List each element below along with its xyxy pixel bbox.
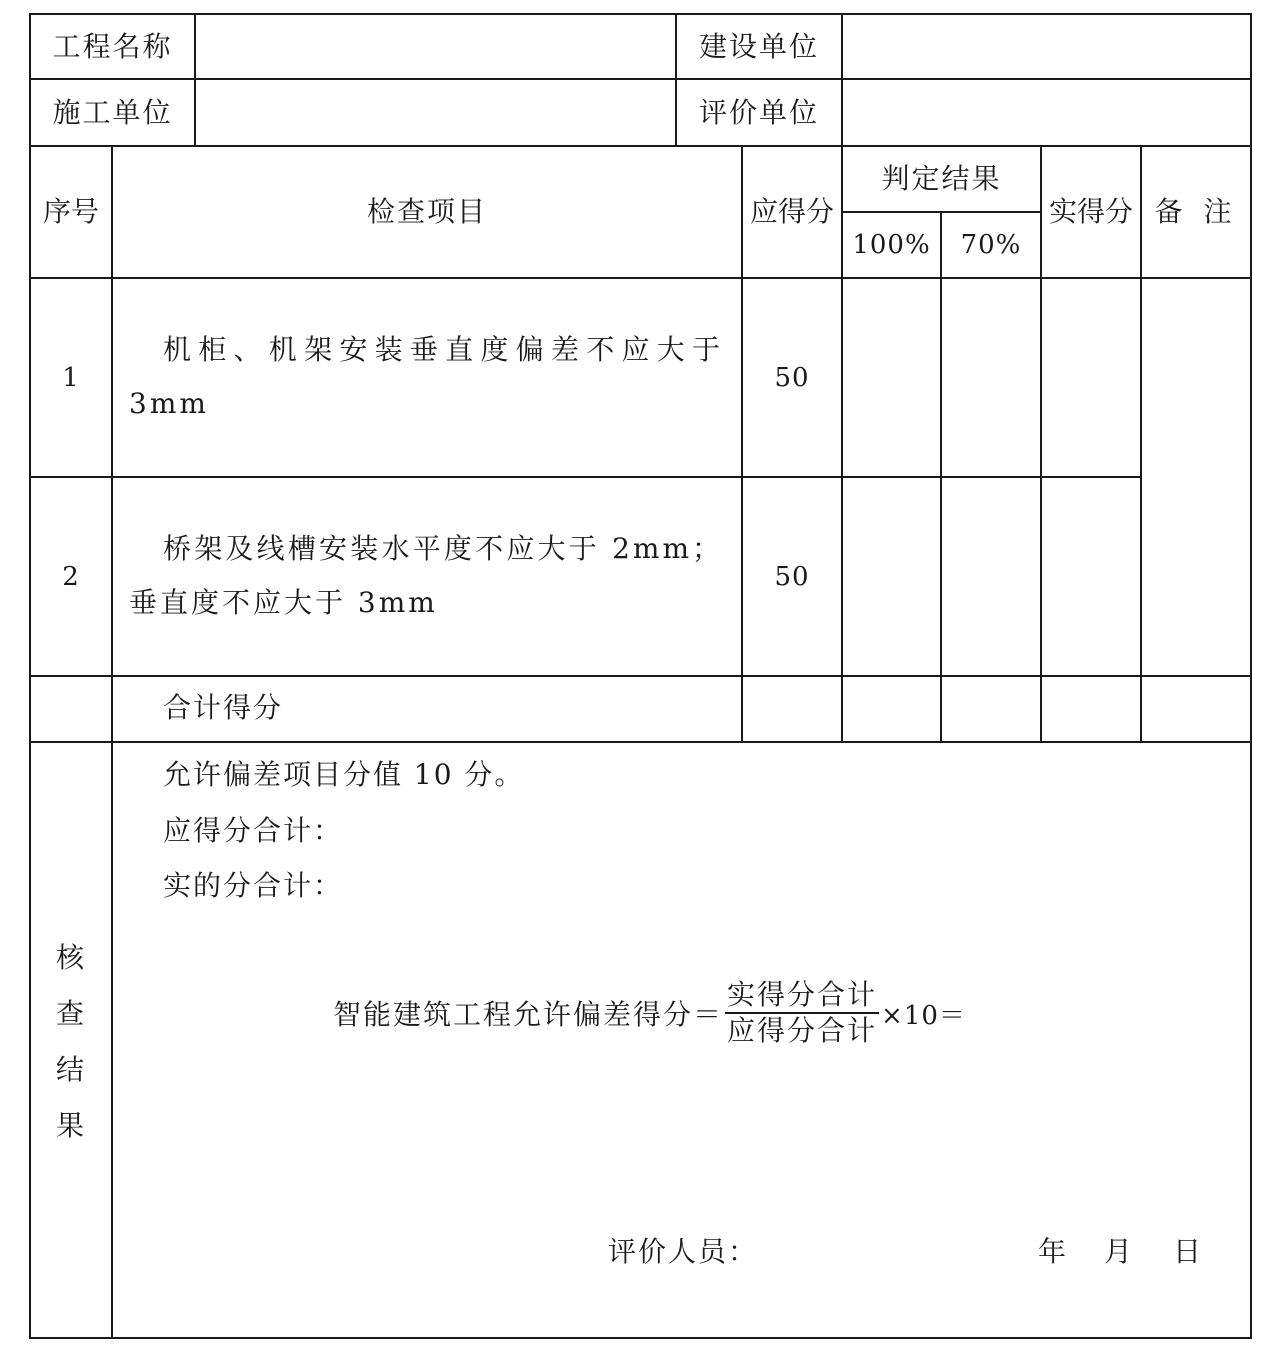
date-month: 月 [1104,1235,1135,1268]
allowance-score-note: 允许偏差项目分值 10 分。 [163,758,525,791]
row-1-item-line1: 机柜、机架安装垂直度偏差不应大于 [163,333,723,366]
row-2-item [129,522,723,630]
row-1-item-line2: 3mm [129,387,209,420]
evaluator-person-label: 评价人员： [608,1235,759,1268]
row-1-score: 50 [774,362,810,393]
review-label-char: 果 [55,1109,84,1142]
row-divider [29,277,1252,279]
formula-numerator: 实得分合计 [725,978,879,1014]
col-header-100-percent: 100% [852,230,931,260]
formula-left: 智能建筑工程允许偏差得分＝ [333,998,724,1031]
evaluator-unit-label: 评价单位 [698,95,819,129]
builder-field[interactable] [843,15,1250,78]
review-label-char: 结 [55,1053,84,1086]
review-label-char: 查 [55,997,84,1030]
review-result-label [50,930,90,1154]
row-2-score: 50 [774,561,810,592]
project-name-label: 工程名称 [52,29,173,63]
col-divider [111,145,113,1337]
full-score-total-label: 应得分合计： [163,814,344,847]
col-divider [940,211,942,743]
row-divider [29,476,1140,478]
row-2-item-line1: 桥架及线槽安装水平度不应大于 2mm； [163,532,723,565]
row-divider [29,741,1252,743]
row-divider [29,675,1252,677]
evaluator-unit-field[interactable] [843,80,1250,145]
col-header-actual-score: 实得分 [1048,195,1133,228]
formula-right: ×10＝ [881,1000,966,1031]
score-formula [333,978,966,1048]
formula-fraction [725,978,879,1048]
row-2-seq: 2 [62,561,80,592]
evaluation-form [29,13,1252,1339]
col-header-full-score: 应得分 [749,195,834,228]
col-header-remarks: 备 注 [1154,195,1238,228]
row-1-seq: 1 [62,362,80,393]
col-header-70-percent: 70% [960,230,1022,260]
total-score-label: 合计得分 [163,691,284,724]
project-name-field[interactable] [196,15,675,78]
row-1-item [129,323,723,431]
row-2-item-line2: 垂直度不应大于 3mm [129,586,438,619]
contractor-label: 施工单位 [52,95,173,129]
col-header-judgement: 判定结果 [881,162,1002,195]
formula-denominator: 应得分合计 [727,1014,878,1047]
builder-label: 建设单位 [698,29,819,63]
col-header-item: 检查项目 [366,195,487,228]
date-year: 年 [1038,1235,1069,1268]
date-day: 日 [1173,1235,1204,1268]
contractor-field[interactable] [196,80,675,145]
review-label-char: 核 [55,941,84,974]
col-header-seq: 序号 [42,195,99,228]
actual-score-total-label: 实的分合计： [163,869,344,902]
